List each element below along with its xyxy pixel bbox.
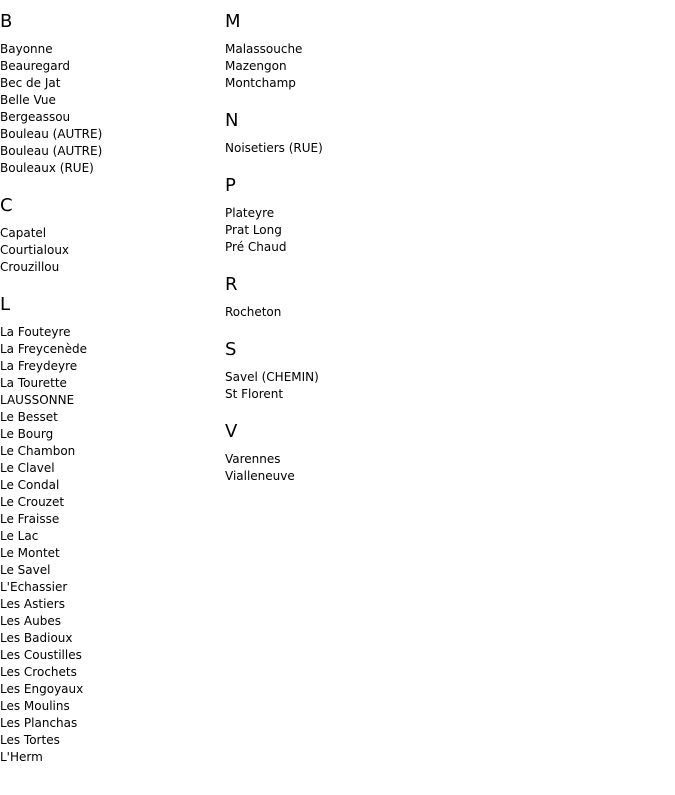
letter-section-r bbox=[225, 274, 440, 321]
street-name: Les Moulins bbox=[0, 699, 70, 713]
street-name: Le Savel bbox=[0, 563, 51, 577]
street-name: Les Coustilles bbox=[0, 648, 82, 662]
letter-section-b bbox=[0, 11, 215, 177]
street-name: Le Crouzet bbox=[0, 495, 65, 509]
street-name: Vialleneuve bbox=[225, 469, 295, 483]
street-name: Rocheton bbox=[225, 305, 282, 319]
street-name: La Tourette bbox=[0, 376, 67, 390]
letter-section-c bbox=[0, 195, 215, 276]
street-name: Les Aubes bbox=[0, 614, 61, 628]
left-column bbox=[0, 11, 215, 766]
section-letter-heading: C bbox=[0, 195, 13, 216]
street-name: Beauregard bbox=[0, 59, 70, 73]
street-name: Les Crochets bbox=[0, 665, 77, 679]
street-name: Les Planchas bbox=[0, 716, 78, 730]
street-name: Bayonne bbox=[0, 42, 53, 56]
street-name: Varennes bbox=[225, 452, 281, 466]
street-name: Le Montet bbox=[0, 546, 60, 560]
street-name: Noisetiers (RUE) bbox=[225, 141, 323, 155]
street-name: Plateyre bbox=[225, 206, 275, 220]
street-list bbox=[0, 41, 215, 177]
letter-section-p bbox=[225, 175, 440, 256]
right-column bbox=[225, 11, 440, 485]
street-name: LAUSSONNE bbox=[0, 393, 75, 407]
street-name: Les Badioux bbox=[0, 631, 73, 645]
street-name: Belle Vue bbox=[0, 93, 56, 107]
section-letter-heading: B bbox=[0, 11, 13, 32]
street-name: Bouleau (AUTRE) bbox=[0, 144, 103, 158]
street-name: La Freycenède bbox=[0, 342, 88, 356]
section-letter-heading: L bbox=[0, 294, 11, 315]
street-name: Bergeassou bbox=[0, 110, 71, 124]
letter-section-v bbox=[225, 421, 440, 485]
street-list bbox=[0, 324, 215, 766]
street-name: Les Tortes bbox=[0, 733, 60, 747]
section-letter-heading: V bbox=[225, 421, 238, 442]
street-name: La Fouteyre bbox=[0, 325, 71, 339]
street-name: Bouleaux (RUE) bbox=[0, 161, 94, 175]
street-name: L'Herm bbox=[0, 750, 43, 764]
street-name: Pré Chaud bbox=[225, 240, 287, 254]
street-name: Le Chambon bbox=[0, 444, 76, 458]
street-name: Les Astiers bbox=[0, 597, 65, 611]
letter-section-n bbox=[225, 110, 440, 157]
street-name: La Freydeyre bbox=[0, 359, 78, 373]
section-letter-heading: R bbox=[225, 274, 238, 295]
street-list bbox=[225, 369, 440, 403]
street-name: Bouleau (AUTRE) bbox=[0, 127, 103, 141]
street-list bbox=[225, 304, 440, 321]
street-list bbox=[225, 140, 440, 157]
street-name: Prat Long bbox=[225, 223, 282, 237]
street-name: Le Besset bbox=[0, 410, 58, 424]
street-name: Montchamp bbox=[225, 76, 296, 90]
letter-section-l bbox=[0, 294, 215, 766]
street-name: Savel (CHEMIN) bbox=[225, 370, 319, 384]
street-name: L'Echassier bbox=[0, 580, 68, 594]
section-letter-heading: S bbox=[225, 339, 237, 360]
street-list bbox=[225, 205, 440, 256]
street-name: Bec de Jat bbox=[0, 76, 61, 90]
street-list bbox=[225, 41, 440, 92]
letter-section-m bbox=[225, 11, 440, 92]
section-letter-heading: P bbox=[225, 175, 236, 196]
street-name: Le Bourg bbox=[0, 427, 54, 441]
street-name: Courtialoux bbox=[0, 243, 70, 257]
letter-section-s bbox=[225, 339, 440, 403]
street-name: St Florent bbox=[225, 387, 284, 401]
street-list bbox=[225, 451, 440, 485]
street-name: Le Lac bbox=[0, 529, 39, 543]
section-letter-heading: M bbox=[225, 11, 241, 32]
street-name: Crouzillou bbox=[0, 260, 60, 274]
street-name: Les Engoyaux bbox=[0, 682, 84, 696]
section-letter-heading: N bbox=[225, 110, 239, 131]
street-name: Mazengon bbox=[225, 59, 287, 73]
street-name: Malassouche bbox=[225, 42, 303, 56]
street-name: Le Clavel bbox=[0, 461, 55, 475]
street-name: Le Fraisse bbox=[0, 512, 60, 526]
street-name: Le Condal bbox=[0, 478, 60, 492]
street-name: Capatel bbox=[0, 226, 47, 240]
street-list bbox=[0, 225, 215, 276]
